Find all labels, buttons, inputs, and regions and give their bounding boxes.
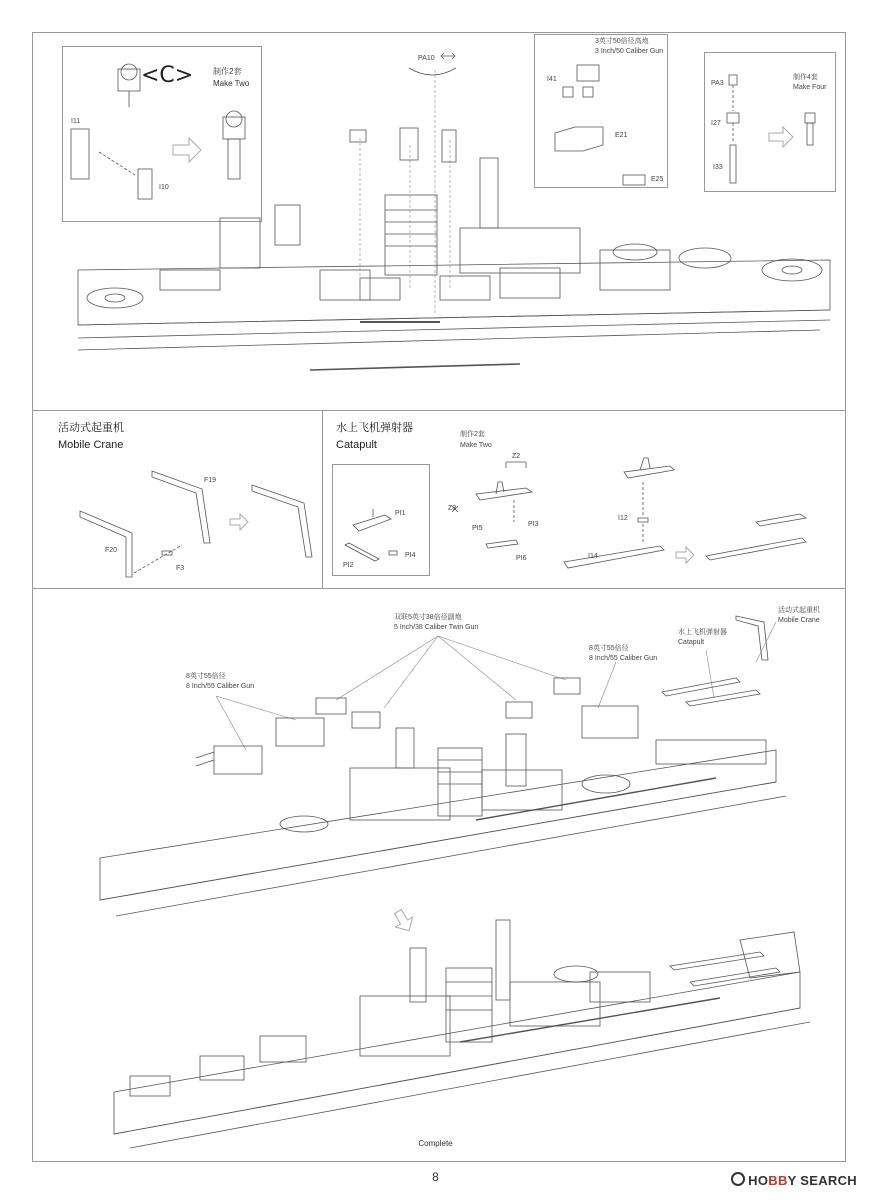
part-label: PI4 xyxy=(405,552,416,559)
watermark xyxy=(731,1172,857,1188)
crane-title-en: Mobile Crane xyxy=(58,439,124,451)
mast-fore xyxy=(396,728,414,768)
watermark-suffix: Y SEARCH xyxy=(787,1173,857,1188)
final-crane-en: Mobile Crane xyxy=(778,617,820,624)
watermark-prefix: HO xyxy=(748,1173,769,1188)
funnel xyxy=(438,748,482,816)
twin-gun-en: 5 Inch/38 Caliber Twin Gun xyxy=(394,624,479,631)
final-crane-cn: 活动式起重机 xyxy=(778,607,820,614)
note-en: Make Two xyxy=(460,442,492,449)
part-label: PI5 xyxy=(472,525,483,532)
arrow-right-icon xyxy=(230,514,248,530)
arrow-right-icon xyxy=(769,127,793,147)
part-label: I27 xyxy=(711,120,721,127)
part-label: E25 xyxy=(651,176,664,183)
ship-complete-drawing xyxy=(110,912,830,1152)
divider-middle xyxy=(32,588,846,589)
final-catapult-en: Catapult xyxy=(678,639,705,646)
turret-ring xyxy=(87,288,143,308)
mast-main xyxy=(496,920,510,1000)
final-catapult-cn: 水上飞机弹射器 xyxy=(678,629,727,636)
part-label: F20 xyxy=(105,547,118,554)
crane-arm-right xyxy=(152,471,210,543)
turret-8in-aft xyxy=(582,706,638,738)
gun-title-cn: 3英寸50倍径高炮 xyxy=(595,38,649,45)
divider-vertical xyxy=(322,410,323,588)
part-label: I14 xyxy=(588,553,598,560)
final-crane xyxy=(736,616,768,660)
part-label-pa10: PA10 xyxy=(418,55,435,62)
part-label: F19 xyxy=(204,477,217,484)
part-label: I33 xyxy=(713,164,723,171)
part-label: PA3 xyxy=(711,80,724,87)
note-en: Make Two xyxy=(213,79,250,88)
part-label: Z3 xyxy=(448,505,457,512)
turret-8in-aft xyxy=(590,972,650,1002)
part-label: E21 xyxy=(615,132,628,139)
gun8-left-en: 8 Inch/55 Caliber Gun xyxy=(186,683,255,690)
gun8-left-cn: 8英寸55倍径 xyxy=(186,673,226,680)
divider-top xyxy=(32,410,846,411)
final-catapult xyxy=(662,678,740,696)
part-label: PI2 xyxy=(343,562,354,569)
turret-ring xyxy=(762,259,822,281)
superstructure xyxy=(350,768,450,820)
funnel xyxy=(385,195,437,275)
catapult-rail xyxy=(564,546,664,568)
catapult-title-cn: 水上飞机弹射器 xyxy=(336,421,413,434)
plane-inset-box xyxy=(332,464,430,576)
part-label: PI1 xyxy=(395,510,406,517)
turret-8in xyxy=(276,718,324,746)
pa10-part xyxy=(404,60,464,90)
gun-title-en: 3 Inch/50 Caliber Gun xyxy=(595,48,664,55)
part-label: I10 xyxy=(159,184,169,191)
note-cn: 制作2套 xyxy=(213,67,242,76)
crane-drawing xyxy=(62,455,322,585)
gun8-right-en: 8 Inch/55 Caliber Gun xyxy=(589,655,658,662)
watermark-logo-icon xyxy=(731,1172,745,1186)
part-label: PI6 xyxy=(516,555,527,562)
part-label: I11 xyxy=(71,118,81,125)
part-label: Z2 xyxy=(512,453,521,460)
symbol-c: <C> xyxy=(141,63,194,88)
catapult-title-en: Catapult xyxy=(336,439,377,451)
turret-8in xyxy=(214,746,262,774)
part-label: I41 xyxy=(547,76,557,83)
arrow-right-icon xyxy=(676,547,694,563)
complete-label: Complete xyxy=(418,1139,453,1148)
gun8-right-cn: 8英寸55倍径 xyxy=(589,645,629,652)
part-label: PI3 xyxy=(528,521,539,528)
twin-gun-cn: 双联5英寸38倍径副炮 xyxy=(394,614,462,621)
watermark-accent: BB xyxy=(768,1173,788,1188)
note-cn: 制作2套 xyxy=(460,431,485,438)
ship-top-drawing xyxy=(60,150,860,370)
crane-title-cn: 活动式起重机 xyxy=(58,421,124,434)
ship-exploded-drawing xyxy=(96,600,816,920)
catapult-rail-drawing xyxy=(560,452,840,582)
note-cn: 制作4套 xyxy=(793,74,818,81)
note-en: Make Four xyxy=(793,84,827,91)
part-label: I12 xyxy=(618,515,628,522)
twin-5in xyxy=(316,698,346,714)
mast-fore xyxy=(410,948,426,1002)
part-label: F3 xyxy=(176,565,185,572)
funnel xyxy=(446,968,492,1042)
superstructure xyxy=(220,218,260,268)
seaplane-parts-drawing xyxy=(446,456,556,556)
mast xyxy=(480,158,498,228)
page-number: 8 xyxy=(432,1170,439,1184)
crane-arm-left xyxy=(80,511,132,577)
crane-assembled xyxy=(252,485,312,557)
